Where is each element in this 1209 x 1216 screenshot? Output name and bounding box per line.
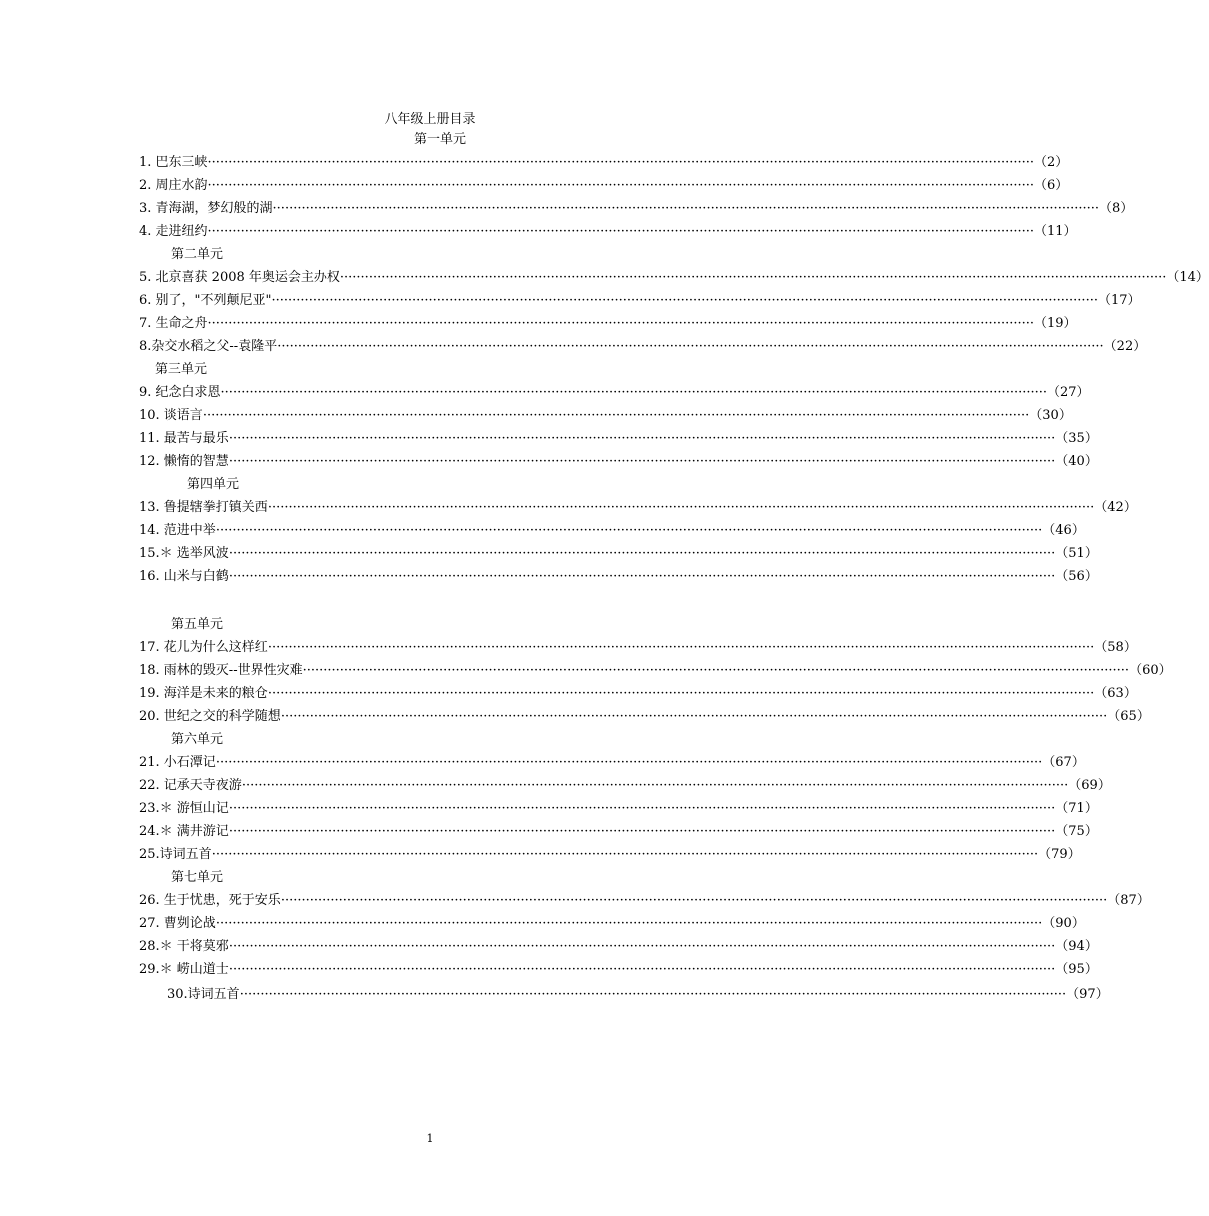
- toc-entry[interactable]: [139, 959, 1098, 981]
- leader-dots: ········································································································································································································: [267, 640, 1095, 655]
- entry-page: （79）: [1038, 847, 1081, 862]
- leader-dots: ········································································································································································································: [302, 663, 1130, 678]
- entry-label: 30.诗词五首: [167, 987, 240, 1002]
- leader-dots: ········································································································································································································: [280, 893, 1108, 908]
- leader-dots: ········································································································································································································: [207, 224, 1035, 239]
- toc-entry[interactable]: [139, 683, 1137, 705]
- unit-heading-1: 第一单元: [414, 132, 467, 147]
- entry-page: （67）: [1042, 755, 1085, 770]
- entry-page: （2）: [1034, 155, 1069, 170]
- leader-dots: ········································································································································································································: [272, 201, 1100, 216]
- toc-entry[interactable]: [139, 936, 1098, 958]
- unit-heading-4: 第四单元: [187, 477, 240, 492]
- entry-label: 2. 周庄水韵: [139, 178, 208, 193]
- toc-entry[interactable]: [139, 844, 1081, 866]
- leader-dots: ········································································································································································································: [339, 270, 1167, 285]
- entry-page: （46）: [1042, 523, 1085, 538]
- unit-heading-7: 第七单元: [171, 870, 224, 885]
- entry-page: （6）: [1034, 178, 1069, 193]
- entry-label: 17. 花儿为什么这样红: [139, 640, 268, 655]
- page-number: 1: [426, 1132, 434, 1145]
- leader-dots: ········································································································································································································: [207, 178, 1035, 193]
- entry-page: （63）: [1094, 686, 1137, 701]
- leader-dots: ········································································································································································································: [207, 155, 1035, 170]
- entry-page: （19）: [1034, 316, 1077, 331]
- toc-entry[interactable]: [167, 984, 1109, 1006]
- toc-entry[interactable]: [139, 451, 1098, 473]
- entry-label: 5. 北京喜获 2008 年奥运会主办权: [139, 270, 340, 285]
- entry-label: 16. 山米与白鹤: [139, 569, 229, 584]
- entry-label: 19. 海洋是未来的粮仓: [139, 686, 268, 701]
- leader-dots: ········································································································································································································: [277, 339, 1104, 354]
- entry-label: 18. 雨林的毁灭--世界性灾难: [139, 663, 303, 678]
- entry-label: 27. 曹刿论战: [139, 916, 216, 931]
- entry-page: （97）: [1066, 987, 1109, 1002]
- entry-label: 22. 记承天寺夜游: [139, 778, 242, 793]
- toc-entry[interactable]: [139, 775, 1111, 797]
- entry-label: 11. 最苦与最乐: [139, 431, 229, 446]
- toc-entry[interactable]: [139, 267, 1209, 289]
- unit-heading-6: 第六单元: [171, 732, 224, 747]
- toc-entry[interactable]: [139, 913, 1085, 935]
- entry-label: 14. 范进中举: [139, 523, 216, 538]
- entry-page: （51）: [1055, 546, 1098, 561]
- leader-dots: ········································································································································································································: [207, 316, 1035, 331]
- entry-label: 28.＊ 干将莫邪: [139, 939, 229, 954]
- entry-label: 4. 走进纽约: [139, 224, 208, 239]
- toc-entry[interactable]: [139, 543, 1098, 565]
- entry-label: 13. 鲁提辖拳打镇关西: [139, 500, 268, 515]
- leader-dots: ········································································································································································································: [228, 939, 1056, 954]
- toc-entry[interactable]: [139, 336, 1147, 358]
- unit-heading-5: 第五单元: [171, 617, 224, 632]
- toc-entry[interactable]: [139, 290, 1141, 312]
- toc-entry[interactable]: [139, 152, 1069, 174]
- entry-label: 12. 懒惰的智慧: [139, 454, 229, 469]
- toc-entry[interactable]: [139, 752, 1085, 774]
- entry-label: 8.杂交水稻之父--袁隆平: [139, 339, 278, 354]
- toc-entry[interactable]: [139, 660, 1172, 682]
- entry-page: （42）: [1094, 500, 1137, 515]
- leader-dots: ········································································································································································································: [220, 385, 1048, 400]
- entry-page: （65）: [1107, 709, 1150, 724]
- toc-entry[interactable]: [139, 405, 1072, 427]
- leader-dots: ········································································································································································································: [215, 755, 1043, 770]
- entry-label: 1. 巴东三峡: [139, 155, 208, 170]
- toc-entry[interactable]: [139, 428, 1098, 450]
- entry-label: 25.诗词五首: [139, 847, 212, 862]
- entry-page: （58）: [1094, 640, 1137, 655]
- entry-page: （30）: [1029, 408, 1072, 423]
- toc-entry[interactable]: [139, 198, 1134, 220]
- entry-page: （69）: [1068, 778, 1111, 793]
- entry-label: 24.＊ 满井游记: [139, 824, 229, 839]
- toc-entry[interactable]: [139, 890, 1150, 912]
- unit-heading-2: 第二单元: [171, 247, 224, 262]
- entry-page: （95）: [1055, 962, 1098, 977]
- entry-page: （71）: [1055, 801, 1098, 816]
- entry-label: 7. 生命之舟: [139, 316, 208, 331]
- toc-entry[interactable]: [139, 497, 1137, 519]
- leader-dots: ········································································································································································································: [215, 523, 1043, 538]
- leader-dots: ········································································································································································································: [202, 408, 1030, 423]
- entry-page: （14）: [1166, 270, 1209, 285]
- toc-title: 八年级上册目录: [384, 112, 476, 127]
- entry-page: （56）: [1055, 569, 1098, 584]
- entry-page: （87）: [1107, 893, 1150, 908]
- entry-label: 21. 小石潭记: [139, 755, 216, 770]
- toc-entry[interactable]: [139, 637, 1137, 659]
- leader-dots: ········································································································································································································: [215, 916, 1043, 931]
- leader-dots: ········································································································································································································: [267, 500, 1095, 515]
- entry-label: 10. 谈语言: [139, 408, 203, 423]
- entry-page: （17）: [1097, 293, 1141, 308]
- entry-page: （60）: [1129, 663, 1172, 678]
- entry-label: 26. 生于忧患，死于安乐: [139, 893, 281, 908]
- leader-dots: ········································································································································································································: [271, 293, 1098, 308]
- toc-entry[interactable]: [139, 821, 1098, 843]
- entry-page: （75）: [1055, 824, 1098, 839]
- entry-label: 20. 世纪之交的科学随想: [139, 709, 281, 724]
- leader-dots: ········································································································································································································: [228, 801, 1056, 816]
- entry-label: 9. 纪念白求恩: [139, 385, 221, 400]
- entry-page: （27）: [1047, 385, 1090, 400]
- toc-entry[interactable]: [139, 798, 1098, 820]
- toc-entry[interactable]: [139, 221, 1077, 243]
- entry-page: （11）: [1034, 224, 1077, 239]
- entry-page: （94）: [1055, 939, 1098, 954]
- entry-page: （40）: [1055, 454, 1098, 469]
- entry-label: 6. 别了，"不列颠尼亚": [139, 293, 272, 308]
- leader-dots: ········································································································································································································: [267, 686, 1095, 701]
- entry-page: （22）: [1103, 339, 1147, 354]
- entry-label: 23.＊ 游恒山记: [139, 801, 229, 816]
- leader-dots: ········································································································································································································: [228, 546, 1056, 561]
- leader-dots: ········································································································································································································: [228, 454, 1056, 469]
- entry-label: 3. 青海湖，梦幻般的湖: [139, 201, 273, 216]
- entry-label: 29.＊ 崂山道士: [139, 962, 229, 977]
- leader-dots: ········································································································································································································: [228, 824, 1056, 839]
- leader-dots: ········································································································································································································: [239, 987, 1067, 1002]
- entry-page: （35）: [1055, 431, 1098, 446]
- leader-dots: ········································································································································································································: [241, 778, 1069, 793]
- entry-label: 15.＊ 选举风波: [139, 546, 229, 561]
- unit-heading-3: 第三单元: [155, 362, 208, 377]
- toc-entry[interactable]: [139, 382, 1090, 404]
- toc-entry[interactable]: [139, 566, 1098, 588]
- entry-page: （8）: [1099, 201, 1134, 216]
- toc-entry[interactable]: [139, 706, 1150, 728]
- leader-dots: ········································································································································································································: [211, 847, 1039, 862]
- entry-page: （90）: [1042, 916, 1085, 931]
- leader-dots: ········································································································································································································: [280, 709, 1108, 724]
- leader-dots: ········································································································································································································: [228, 569, 1056, 584]
- toc-entry[interactable]: [139, 313, 1077, 335]
- toc-entry[interactable]: [139, 520, 1085, 542]
- leader-dots: ········································································································································································································: [228, 962, 1056, 977]
- leader-dots: ········································································································································································································: [228, 431, 1056, 446]
- toc-entry[interactable]: [139, 175, 1069, 197]
